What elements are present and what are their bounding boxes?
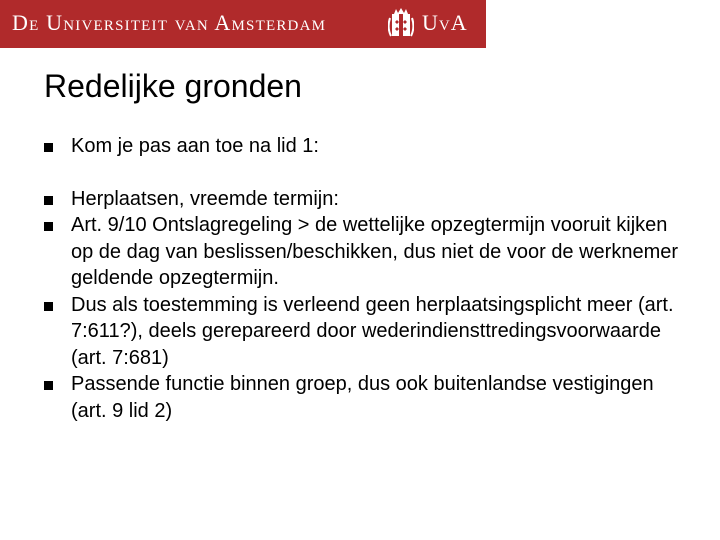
bullet-list — [44, 133, 694, 424]
list-item-text: Art. 9/10 Ontslagregeling > de wettelijke opzegtermijn vooruit kijken op de dag van beslissen/beschikken, dus niet de voor de werknemer geldende opzegtermijn. — [71, 214, 679, 289]
list-item — [44, 212, 694, 292]
university-abbreviation: UvA — [422, 10, 468, 35]
square-bullet-icon — [44, 302, 53, 311]
list-item-text: Dus als toestemming is verleend geen herplaatsingsplicht meer (art. 7:611?), deels gerepareerd door wederindiensttredingsvoorwaarde (art. 7:681) — [71, 293, 674, 369]
square-bullet-icon — [44, 222, 53, 231]
list-item — [44, 133, 694, 160]
square-bullet-icon — [44, 381, 53, 390]
university-banner — [0, 0, 486, 48]
square-bullet-icon — [44, 196, 53, 205]
slide-title: Redelijke gronden — [44, 68, 302, 104]
list-item-text: Herplaatsen, vreemde termijn: — [71, 187, 339, 210]
list-item — [44, 292, 694, 372]
list-item-text: Kom je pas aan toe na lid 1: — [71, 135, 319, 157]
square-bullet-icon — [44, 143, 53, 152]
university-name: De Universiteit van Amsterdam — [12, 10, 327, 35]
list-item — [44, 186, 694, 213]
list-item-text: Passende functie binnen groep, dus ook buitenlandse vestigingen (art. 9 lid 2) — [71, 373, 654, 422]
amsterdam-crest-icon — [388, 8, 414, 40]
list-item — [44, 371, 694, 424]
